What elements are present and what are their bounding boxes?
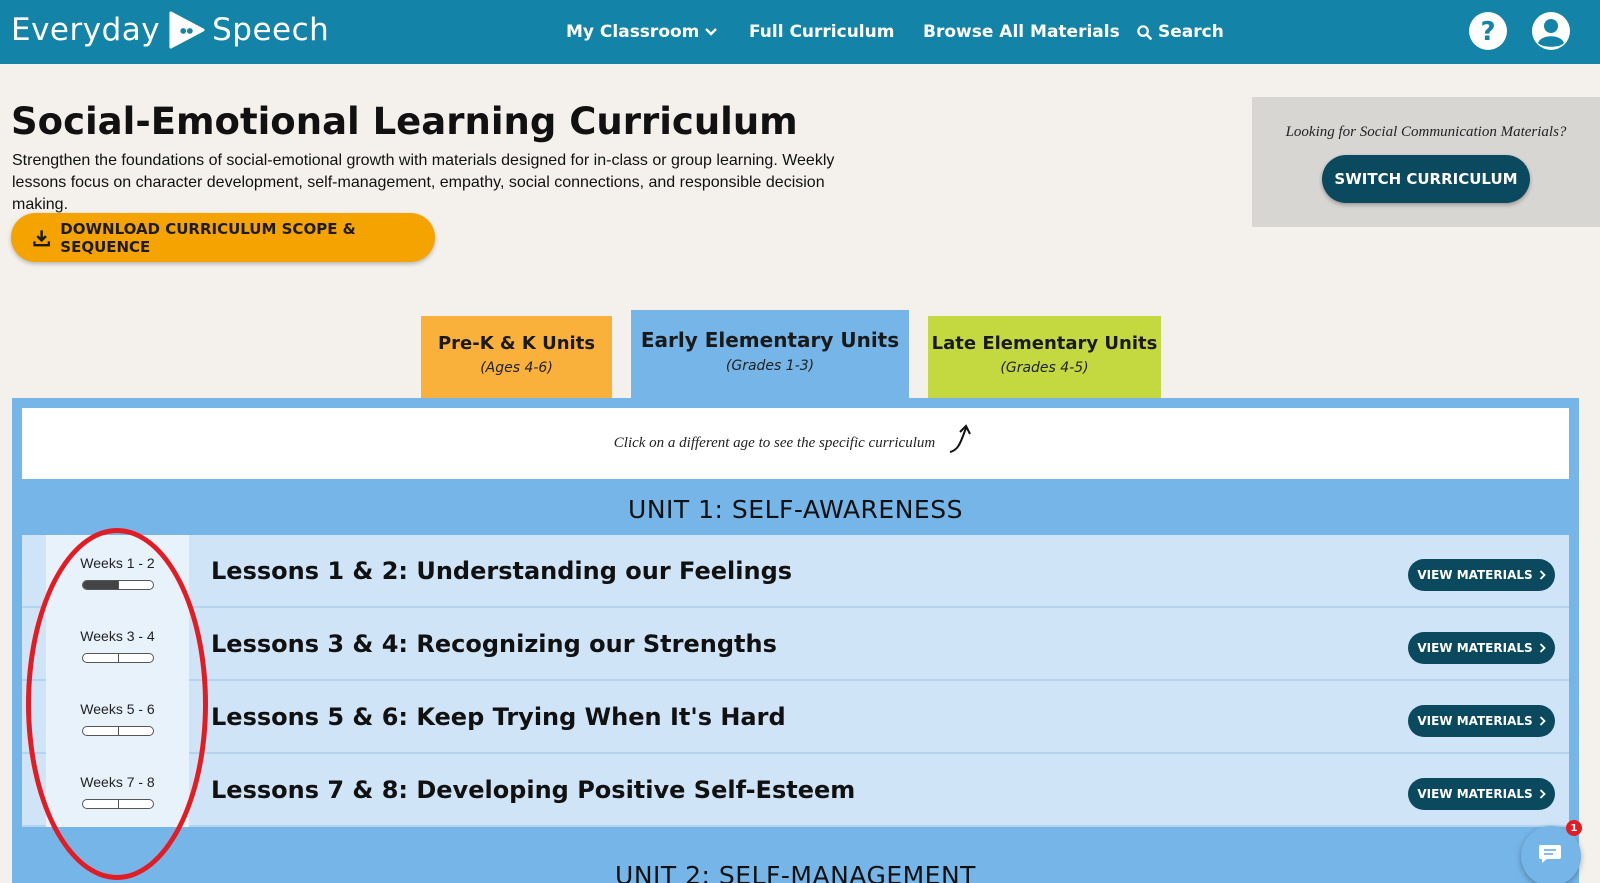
- tab-prek-subtitle: (Ages 4-6): [480, 360, 553, 376]
- curved-arrow-icon: [947, 423, 977, 455]
- lesson-title[interactable]: Lessons 5 & 6: Keep Trying When It's Hard: [211, 703, 786, 731]
- lesson-row: [22, 754, 1569, 827]
- curriculum-panel: [12, 398, 1579, 883]
- chevron-down-icon: [705, 27, 717, 37]
- nav-full-curriculum-label: Full Curriculum: [749, 22, 895, 42]
- switch-curriculum-button[interactable]: SWITCH CURRICULUM: [1322, 155, 1530, 203]
- lesson-row: [22, 681, 1569, 754]
- download-icon: [33, 229, 50, 247]
- tab-late-elementary-units[interactable]: [928, 316, 1161, 398]
- lesson-row: [22, 608, 1569, 681]
- view-materials-button[interactable]: [1408, 778, 1555, 810]
- top-navigation-bar: [0, 0, 1600, 64]
- tab-early-title: Early Elementary Units: [640, 328, 900, 352]
- lesson-title[interactable]: Lessons 7 & 8: Developing Positive Self-Esteem: [211, 776, 856, 804]
- view-materials-label: VIEW MATERIALS: [1417, 641, 1533, 655]
- age-hint-text: Click on a different age to see the specific curriculum: [613, 435, 936, 451]
- nav-full-curriculum[interactable]: [749, 0, 894, 64]
- tab-early-subtitle: (Grades 1-3): [725, 358, 815, 374]
- svg-text:?: ?: [1480, 17, 1496, 47]
- nav-browse-label: Browse All Materials: [923, 22, 1120, 42]
- switch-curriculum-panel: [1252, 97, 1600, 227]
- unit-1-title: UNIT 1: SELF-AWARENESS: [628, 495, 963, 524]
- chevron-right-icon: [1539, 643, 1546, 653]
- search-icon: [1137, 25, 1152, 40]
- week-cell: [46, 608, 189, 681]
- user-account-icon[interactable]: [1530, 10, 1572, 52]
- view-materials-label: VIEW MATERIALS: [1417, 568, 1533, 582]
- logo-text-left: Everyday: [11, 12, 161, 48]
- logo-text-right: Speech: [212, 12, 330, 48]
- week-progress-divider: [118, 581, 119, 589]
- nav-search-label: Search: [1158, 22, 1224, 42]
- week-progress-divider: [118, 800, 119, 808]
- chevron-right-icon: [1539, 716, 1546, 726]
- chevron-right-icon: [1539, 570, 1546, 580]
- view-materials-button[interactable]: [1408, 632, 1555, 664]
- logo[interactable]: [11, 8, 329, 52]
- week-cell: [46, 681, 189, 754]
- lesson-row: [22, 535, 1569, 608]
- tab-prek-k-units[interactable]: [421, 316, 612, 398]
- chevron-right-icon: [1539, 789, 1546, 799]
- tab-late-title: Late Elementary Units: [931, 333, 1158, 354]
- week-label: Weeks 5 - 6: [80, 701, 155, 717]
- week-progress-divider: [118, 654, 119, 662]
- chat-notification-badge: 1: [1566, 820, 1582, 836]
- lesson-title[interactable]: Lessons 3 & 4: Recognizing our Strengths: [211, 630, 777, 658]
- download-button-label: DOWNLOAD CURRICULUM SCOPE & SEQUENCE: [60, 219, 356, 256]
- week-progress-fill: [83, 581, 118, 589]
- week-cell: [46, 535, 189, 608]
- view-materials-label: VIEW MATERIALS: [1417, 787, 1533, 801]
- nav-search[interactable]: [1137, 0, 1224, 64]
- week-progress-divider: [118, 727, 119, 735]
- week-progress-bar: [82, 580, 154, 590]
- week-progress-bar: [82, 726, 154, 736]
- switch-curriculum-prompt: Looking for Social Communication Materials?: [1285, 124, 1567, 140]
- page-title: Social-Emotional Learning Curriculum: [11, 100, 798, 143]
- view-materials-button[interactable]: [1408, 559, 1555, 591]
- nav-my-classroom[interactable]: [566, 0, 717, 64]
- lesson-title[interactable]: Lessons 1 & 2: Understanding our Feelings: [211, 557, 793, 585]
- chat-icon: [1538, 844, 1562, 864]
- download-scope-sequence-button[interactable]: [11, 213, 435, 262]
- tab-late-subtitle: (Grades 4-5): [1000, 360, 1089, 376]
- week-cell: [46, 754, 189, 827]
- week-progress-bar: [82, 653, 154, 663]
- nav-my-classroom-label: My Classroom: [566, 22, 700, 42]
- nav-browse-all-materials[interactable]: [923, 0, 1120, 64]
- week-progress-bar: [82, 799, 154, 809]
- week-label: Weeks 1 - 2: [80, 555, 155, 571]
- unit-2-title: UNIT 2: SELF-MANAGEMENT: [615, 861, 976, 883]
- tab-early-elementary-units[interactable]: [631, 310, 909, 398]
- tab-prek-title: Pre-K & K Units: [437, 333, 596, 354]
- age-hint-banner: [22, 408, 1569, 479]
- page-description: Strengthen the foundations of social-emotional growth with materials designed for in-class or group learning. Weekly lessons focus on character development, self-management, empathy, social connections, and responsible decision making.: [12, 152, 835, 213]
- view-materials-label: VIEW MATERIALS: [1417, 714, 1533, 728]
- week-label: Weeks 3 - 4: [80, 628, 155, 644]
- logo-play-icon: [168, 10, 206, 50]
- help-icon[interactable]: [1468, 11, 1508, 51]
- week-label: Weeks 7 - 8: [80, 774, 155, 790]
- view-materials-button[interactable]: [1408, 705, 1555, 737]
